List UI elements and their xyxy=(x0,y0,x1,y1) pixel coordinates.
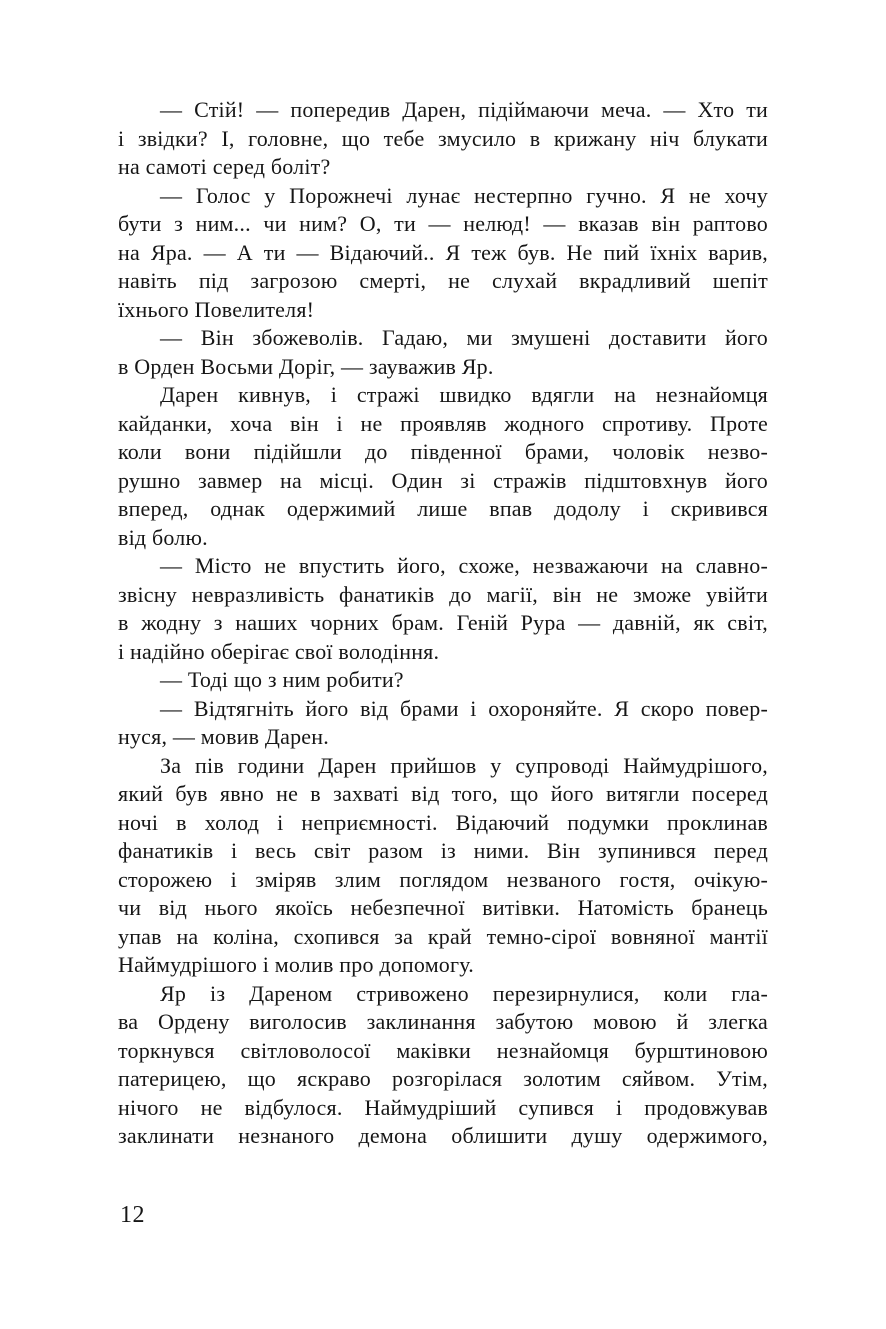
text-line: фанатиків і весь світ разом із ними. Він зупинився перед xyxy=(118,838,768,863)
text-line: на самоті серед боліт? xyxy=(118,154,331,179)
text-line: звісну невразливість фанатиків до магії, він не зможе увійти xyxy=(118,581,768,607)
text-line: Наймудрішого і молив про допомогу. xyxy=(118,952,474,977)
text-line: — Відтягніть його від брами і охороняйте. Я скоро повер- xyxy=(160,695,768,721)
text-line: — Він збожеволів. Гадаю, ми змушені доставити його xyxy=(160,325,768,350)
text-line: від болю. xyxy=(118,524,208,550)
text-line: нуся, — мовив Дарен. xyxy=(118,724,329,749)
text-line: рушно завмер на місці. Один зі стражів підштовхнув його xyxy=(118,467,768,493)
text-line: — Тоді що з ним робити? xyxy=(160,667,404,692)
page-text xyxy=(118,96,768,1151)
text-line: нічого не відбулося. Наймудріший супився і продовжував xyxy=(118,1094,768,1120)
text-line: торкнувся світловолосої маківки незнайомця бурштиновою xyxy=(118,1037,768,1063)
text-line: вперед, однак одержимий лише впав додолу і скривився xyxy=(118,496,768,521)
text-line: в жодну з наших чорних брам. Геній Рура — давній, як світ, xyxy=(118,610,768,635)
text-line: — Голос у Порожнечі лунає нестерпно гучно. Я не хочу xyxy=(160,182,768,208)
text-line: в Орден Восьми Доріг, — зауважив Яр. xyxy=(118,353,494,379)
text-line: — Місто не впустить його, схоже, незважаючи на славно- xyxy=(160,553,768,578)
text-line: ва Ордену виголосив заклинання забутою мовою й злегка xyxy=(118,1009,768,1034)
text-line: навіть під загрозою смерті, не слухай вкрадливий шепіт xyxy=(118,268,768,293)
text-line: За пів години Дарен прийшов у супроводі Наймудрішого, xyxy=(160,752,768,778)
text-line: коли вони підійшли до південної брами, чоловік незво- xyxy=(118,439,768,464)
text-line: їхнього Повелителя! xyxy=(118,296,315,322)
text-line: на Яра. — А ти — Відаючий.. Я теж був. Не пий їхніх варив, xyxy=(118,239,768,265)
page-number: 12 xyxy=(120,1202,145,1228)
text-line: чи від нього якоїсь небезпечної витівки. Натомість бранець xyxy=(118,895,768,920)
text-line: і звідки? І, головне, що тебе змусило в крижану ніч блукати xyxy=(118,125,768,151)
text-line: ночі в холод і неприємності. Відаючий подумки проклинав xyxy=(118,809,768,835)
text-line: кайданки, хоча він і не проявляв жодного спротиву. Проте xyxy=(118,410,768,436)
text-line: упав на коліна, схопився за край темно-сірої вовняної мантії xyxy=(118,923,768,949)
text-line: Яр із Дареном стривожено перезирнулися, коли гла- xyxy=(160,980,768,1006)
text-line: бути з ним... чи ним? О, ти — нелюд! — вказав він раптово xyxy=(118,211,768,236)
text-line: який був явно не в захваті від того, що його витягли посеред xyxy=(118,781,768,806)
text-line: і надійно оберігає свої володіння. xyxy=(118,638,440,664)
text-line: сторожею і зміряв злим поглядом незваного гостя, очікую- xyxy=(118,866,768,892)
text-line: заклинати незнаного демона облишити душу одержимого, xyxy=(118,1123,768,1148)
text-line: патерицею, що яскраво розгорілася золотим сяйвом. Утім, xyxy=(118,1066,768,1091)
text-line: Дарен кивнув, і стражі швидко вдягли на незнайомця xyxy=(160,382,768,407)
text-line: — Стій! — попередив Дарен, підіймаючи меча. — Хто ти xyxy=(160,97,768,122)
